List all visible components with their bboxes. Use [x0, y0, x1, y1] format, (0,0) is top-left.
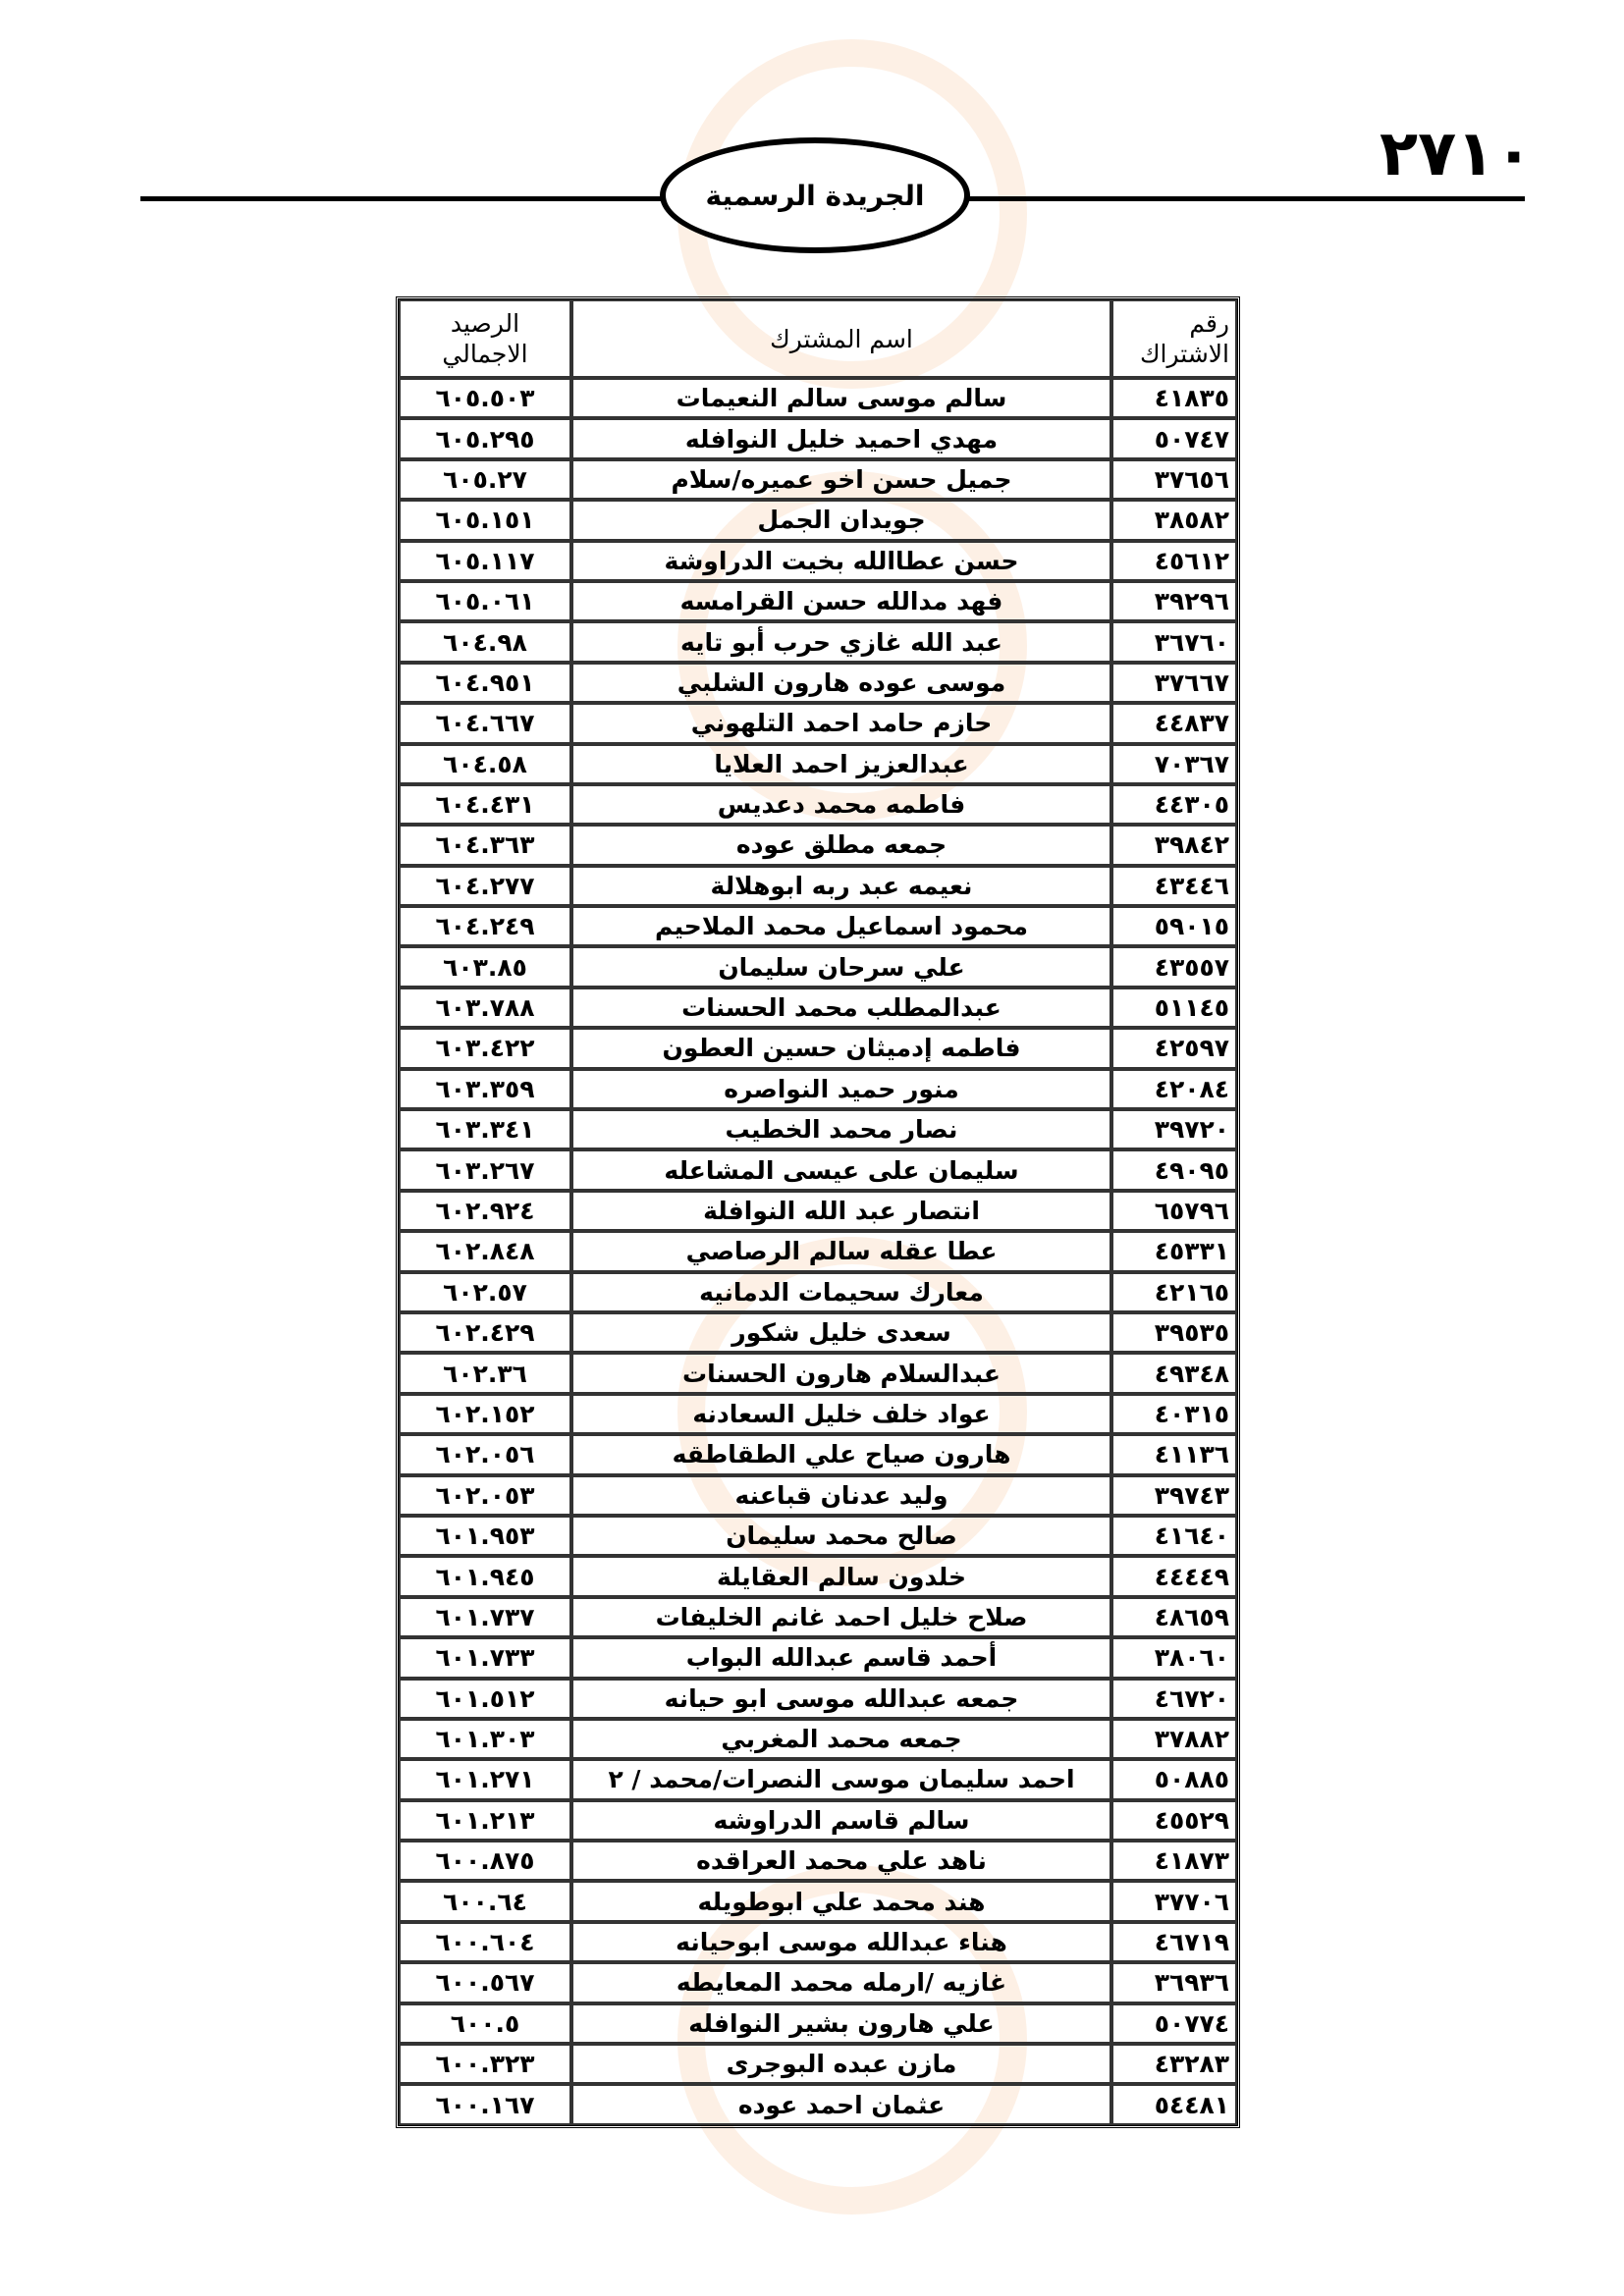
subscriber-name-cell: جويدان الجمل	[571, 500, 1111, 540]
subscriber-name-cell: عبدالمطلب محمد الحسنات	[571, 988, 1111, 1028]
table-row	[399, 988, 1237, 1028]
subscriber-name-cell: جمعه محمد المغربي	[571, 1719, 1111, 1759]
subscription-number-cell: ٣٨٥٨٢	[1111, 500, 1237, 540]
subscriber-name-cell: علي سرحان سليمان	[571, 946, 1111, 987]
table-row	[399, 621, 1237, 662]
subscription-number-cell: ٣٩٢٩٦	[1111, 581, 1237, 621]
total-balance-cell: ٦٠١.٩٥٣	[399, 1516, 571, 1556]
subscriber-name-cell: خلدون سالم العقايلة	[571, 1556, 1111, 1596]
page-number: ٢٧١٠	[1380, 118, 1534, 190]
subscription-number-cell: ٤٩٣٤٨	[1111, 1353, 1237, 1393]
subscriber-name-cell: فاطمه إدميثان حسين العطون	[571, 1028, 1111, 1068]
table-row	[399, 1962, 1237, 2002]
header-line: الاشتراك	[1139, 340, 1229, 368]
total-balance-cell: ٦٠٣.٨٥	[399, 946, 571, 987]
table-row	[399, 459, 1237, 500]
table-row	[399, 1719, 1237, 1759]
total-balance-cell: ٦٠١.٢١٣	[399, 1800, 571, 1841]
header-line: الرصيد	[450, 308, 520, 338]
table-row	[399, 1272, 1237, 1312]
column-header-subscriber-name: اسم المشترك	[571, 299, 1111, 378]
subscription-number-cell: ٤١٨٣٥	[1111, 378, 1237, 418]
total-balance-cell: ٦٠٤.٢٤٩	[399, 906, 571, 946]
total-balance-cell: ٦٠٠.٥٦٧	[399, 1962, 571, 2002]
subscriber-name-cell: عبد الله غازي حرب أبو تايه	[571, 621, 1111, 662]
subscriber-name-cell: جمعه عبدالله موسى ابو حيانه	[571, 1679, 1111, 1719]
subscription-number-cell: ٤١٨٧٣	[1111, 1841, 1237, 1881]
table-row	[399, 1191, 1237, 1231]
table-row	[399, 1759, 1237, 1799]
table-row	[399, 1312, 1237, 1353]
subscription-number-cell: ٤٦٧٢٠	[1111, 1679, 1237, 1719]
table-row	[399, 541, 1237, 581]
header-line: الاجمالي	[442, 340, 528, 368]
total-balance-cell: ٦٠٥.٢٧	[399, 459, 571, 500]
total-balance-cell: ٦٠٢.٩٢٤	[399, 1191, 571, 1231]
total-balance-cell: ٦٠١.٧٣٧	[399, 1597, 571, 1637]
table-row	[399, 2003, 1237, 2044]
total-balance-cell: ٦٠١.٩٤٥	[399, 1556, 571, 1596]
subscriber-name-cell: صالح محمد سليمان	[571, 1516, 1111, 1556]
table-row	[399, 906, 1237, 946]
total-balance-cell: ٦٠١.٥١٢	[399, 1679, 571, 1719]
subscription-number-cell: ٤٥٣٣١	[1111, 1231, 1237, 1271]
subscriber-name-cell: موسى عوده هارون الشلبي	[571, 663, 1111, 703]
subscriber-name-cell: صلاح خليل احمد غانم الخليفات	[571, 1597, 1111, 1637]
total-balance-cell: ٦٠٤.٩٨	[399, 621, 571, 662]
subscriber-name-cell: فاطمه محمد دعديس	[571, 784, 1111, 825]
table-row	[399, 2084, 1237, 2124]
total-balance-cell: ٦٠٣.٣٤١	[399, 1109, 571, 1149]
subscriber-name-cell: جمعه مطلق عوده	[571, 825, 1111, 865]
table-row	[399, 1800, 1237, 1841]
subscription-number-cell: ٤٩٠٩٥	[1111, 1149, 1237, 1190]
total-balance-cell: ٦٠٠.٥	[399, 2003, 571, 2044]
subscriber-name-cell: أحمد قاسم عبدالله البواب	[571, 1637, 1111, 1678]
subscriber-name-cell: نعيمه عبد ربه ابوهلالة	[571, 866, 1111, 906]
subscription-number-cell: ٤٣٤٤٦	[1111, 866, 1237, 906]
subscription-number-cell: ٤٤٣٠٥	[1111, 784, 1237, 825]
subscription-number-cell: ٤٤٨٣٧	[1111, 703, 1237, 743]
total-balance-cell: ٦٠٤.٥٨	[399, 744, 571, 784]
subscription-number-cell: ٤٢١٦٥	[1111, 1272, 1237, 1312]
table-row	[399, 1841, 1237, 1881]
table-row	[399, 581, 1237, 621]
subscriber-name-cell: عطا عقله سالم الرصاصي	[571, 1231, 1111, 1271]
table-row	[399, 1679, 1237, 1719]
subscription-number-cell: ٤٢٠٨٤	[1111, 1069, 1237, 1109]
total-balance-cell: ٦٠٢.٠٥٣	[399, 1475, 571, 1516]
total-balance-cell: ٦٠٢.٨٤٨	[399, 1231, 571, 1271]
subscriber-name-cell: سالم قاسم الدراوشه	[571, 1800, 1111, 1841]
table-row	[399, 1394, 1237, 1434]
subscription-number-cell: ٥٠٨٨٥	[1111, 1759, 1237, 1799]
subscription-number-cell: ٤٣٥٥٧	[1111, 946, 1237, 987]
total-balance-cell: ٦٠٣.٤٢٢	[399, 1028, 571, 1068]
subscriber-name-cell: هارون صياح علي الطقاطقه	[571, 1434, 1111, 1474]
total-balance-cell: ٦٠٤.٣٦٣	[399, 825, 571, 865]
subscription-number-cell: ٥٩٠١٥	[1111, 906, 1237, 946]
subscriber-name-cell: هناء عبدالله موسى ابوحيانه	[571, 1922, 1111, 1962]
table-header-row	[399, 299, 1237, 378]
subscriber-name-cell: عثمان احمد عوده	[571, 2084, 1111, 2124]
total-balance-cell: ٦٠٣.٣٥٩	[399, 1069, 571, 1109]
total-balance-cell: ٦٠٢.١٥٢	[399, 1394, 571, 1434]
total-balance-cell: ٦٠١.٧٣٣	[399, 1637, 571, 1678]
subscriber-name-cell: جميل حسن اخو عميره/سلام	[571, 459, 1111, 500]
subscription-number-cell: ٣٧٧٠٦	[1111, 1881, 1237, 1921]
subscription-number-cell: ٥٠٧٤٧	[1111, 418, 1237, 458]
table-row	[399, 1231, 1237, 1271]
total-balance-cell: ٦٠٤.٩٥١	[399, 663, 571, 703]
subscription-number-cell: ٤٦٧١٩	[1111, 1922, 1237, 1962]
table-row	[399, 1516, 1237, 1556]
column-header-total-balance	[399, 299, 571, 378]
subscription-number-cell: ٥٠٧٧٤	[1111, 2003, 1237, 2044]
total-balance-cell: ٦٠٥.٥٠٣	[399, 378, 571, 418]
subscription-number-cell: ٥٤٤٨١	[1111, 2084, 1237, 2124]
subscriber-name-cell: انتصار عبد الله النوافلة	[571, 1191, 1111, 1231]
subscription-number-cell: ٤٣٢٨٣	[1111, 2044, 1237, 2084]
subscription-number-cell: ٥١١٤٥	[1111, 988, 1237, 1028]
total-balance-cell: ٦٠٢.٠٥٦	[399, 1434, 571, 1474]
subscription-number-cell: ٣٧٦٥٦	[1111, 459, 1237, 500]
subscriber-name-cell: عبدالسلام هارون الحسنات	[571, 1353, 1111, 1393]
total-balance-cell: ٦٠٢.٥٧	[399, 1272, 571, 1312]
subscriber-name-cell: فهد مدالله حسن القرامسه	[571, 581, 1111, 621]
subscriber-name-cell: عواد خلف خليل السعادنه	[571, 1394, 1111, 1434]
subscription-number-cell: ٣٦٩٣٦	[1111, 1962, 1237, 2002]
subscription-number-cell: ٧٠٣٦٧	[1111, 744, 1237, 784]
subscription-number-cell: ٣٩٨٤٢	[1111, 825, 1237, 865]
total-balance-cell: ٦٠٠.٦٤	[399, 1881, 571, 1921]
subscription-number-cell: ٣٩٧٤٣	[1111, 1475, 1237, 1516]
subscription-number-cell: ٤٥٦١٢	[1111, 541, 1237, 581]
subscriber-name-cell: غازيه /ارمله محمد المعايطه	[571, 1962, 1111, 2002]
table-row	[399, 1028, 1237, 1068]
subscription-number-cell: ٤١١٣٦	[1111, 1434, 1237, 1474]
subscriber-name-cell: مهدي احميد خليل النوافله	[571, 418, 1111, 458]
header-line: رقم	[1189, 308, 1229, 338]
table-row	[399, 663, 1237, 703]
table-row	[399, 825, 1237, 865]
total-balance-cell: ٦٠٠.٣٢٣	[399, 2044, 571, 2084]
subscriber-name-cell: مازن عبده البوجرى	[571, 2044, 1111, 2084]
total-balance-cell: ٦٠٥.١١٧	[399, 541, 571, 581]
subscriber-name-cell: حسن عطاالله بخيت الدراوشة	[571, 541, 1111, 581]
column-header-subscription-number	[1111, 299, 1237, 378]
subscriber-name-cell: معارك سحيمات الدمانيه	[571, 1272, 1111, 1312]
total-balance-cell: ٦٠٤.٤٣١	[399, 784, 571, 825]
table-row	[399, 1922, 1237, 1962]
subscriber-name-cell: هند محمد علي ابوطويله	[571, 1881, 1111, 1921]
subscriber-name-cell: ناهد علي محمد العراقده	[571, 1841, 1111, 1881]
total-balance-cell: ٦٠٠.١٦٧	[399, 2084, 571, 2124]
subscription-number-cell: ٣٦٧٦٠	[1111, 621, 1237, 662]
table-row	[399, 703, 1237, 743]
subscription-number-cell: ٤٥٥٢٩	[1111, 1800, 1237, 1841]
table-row	[399, 378, 1237, 418]
total-balance-cell: ٦٠٣.٢٦٧	[399, 1149, 571, 1190]
subscriber-name-cell: محمود اسماعيل محمد الملاحيم	[571, 906, 1111, 946]
subscription-number-cell: ٤٢٥٩٧	[1111, 1028, 1237, 1068]
table-row	[399, 1434, 1237, 1474]
subscription-number-cell: ٣٧٨٨٢	[1111, 1719, 1237, 1759]
total-balance-cell: ٦٠٤.٦٦٧	[399, 703, 571, 743]
subscriber-name-cell: حازم حامد احمد التلهوني	[571, 703, 1111, 743]
total-balance-cell: ٦٠٢.٣٦	[399, 1353, 571, 1393]
subscriber-name-cell: علي هارون بشير النوافله	[571, 2003, 1111, 2044]
subscribers-table	[396, 296, 1240, 2128]
subscriber-name-cell: سليمان على عيسى المشاعله	[571, 1149, 1111, 1190]
total-balance-cell: ٦٠٠.٦٠٤	[399, 1922, 571, 1962]
subscriber-name-cell: نصار محمد الخطيب	[571, 1109, 1111, 1149]
publication-title: الجريدة الرسمية	[705, 179, 925, 212]
total-balance-cell: ٦٠٠.٨٧٥	[399, 1841, 571, 1881]
subscriber-name-cell: احمد سليمان موسى النصرات/محمد / ٢	[571, 1759, 1111, 1799]
subscription-number-cell: ٤٤٤٤٩	[1111, 1556, 1237, 1596]
subscriber-name-cell: سالم موسى سالم النعيمات	[571, 378, 1111, 418]
table-row	[399, 1597, 1237, 1637]
total-balance-cell: ٦٠٣.٧٨٨	[399, 988, 571, 1028]
subscription-number-cell: ٣٧٦٦٧	[1111, 663, 1237, 703]
total-balance-cell: ٦٠١.٢٧١	[399, 1759, 571, 1799]
table-row	[399, 1109, 1237, 1149]
table-row	[399, 1353, 1237, 1393]
subscription-number-cell: ٤٠٣١٥	[1111, 1394, 1237, 1434]
table-row	[399, 946, 1237, 987]
publication-title-oval	[660, 137, 970, 253]
subscriber-name-cell: عبدالعزيز احمد العلايا	[571, 744, 1111, 784]
subscriber-name-cell: وليد عدنان قباعنه	[571, 1475, 1111, 1516]
table-row	[399, 784, 1237, 825]
table-row	[399, 744, 1237, 784]
total-balance-cell: ٦٠٤.٢٧٧	[399, 866, 571, 906]
total-balance-cell: ٦٠١.٣٠٣	[399, 1719, 571, 1759]
table-row	[399, 866, 1237, 906]
table-row	[399, 1149, 1237, 1190]
table-row	[399, 1556, 1237, 1596]
subscription-number-cell: ٣٨٠٦٠	[1111, 1637, 1237, 1678]
total-balance-cell: ٦٠٥.٢٩٥	[399, 418, 571, 458]
subscription-number-cell: ٣٩٧٢٠	[1111, 1109, 1237, 1149]
total-balance-cell: ٦٠٥.٠٦١	[399, 581, 571, 621]
total-balance-cell: ٦٠٥.١٥١	[399, 500, 571, 540]
subscription-number-cell: ٦٥٧٩٦	[1111, 1191, 1237, 1231]
subscription-number-cell: ٣٩٥٣٥	[1111, 1312, 1237, 1353]
table-row	[399, 500, 1237, 540]
table-row	[399, 1637, 1237, 1678]
table-row	[399, 2044, 1237, 2084]
table-row	[399, 418, 1237, 458]
table-row	[399, 1881, 1237, 1921]
subscriber-name-cell: سعدى خليل شكور	[571, 1312, 1111, 1353]
subscription-number-cell: ٤١٦٤٠	[1111, 1516, 1237, 1556]
subscription-number-cell: ٤٨٦٥٩	[1111, 1597, 1237, 1637]
total-balance-cell: ٦٠٢.٤٢٩	[399, 1312, 571, 1353]
subscriber-name-cell: منور حميد النواصره	[571, 1069, 1111, 1109]
table-row	[399, 1069, 1237, 1109]
table-row	[399, 1475, 1237, 1516]
